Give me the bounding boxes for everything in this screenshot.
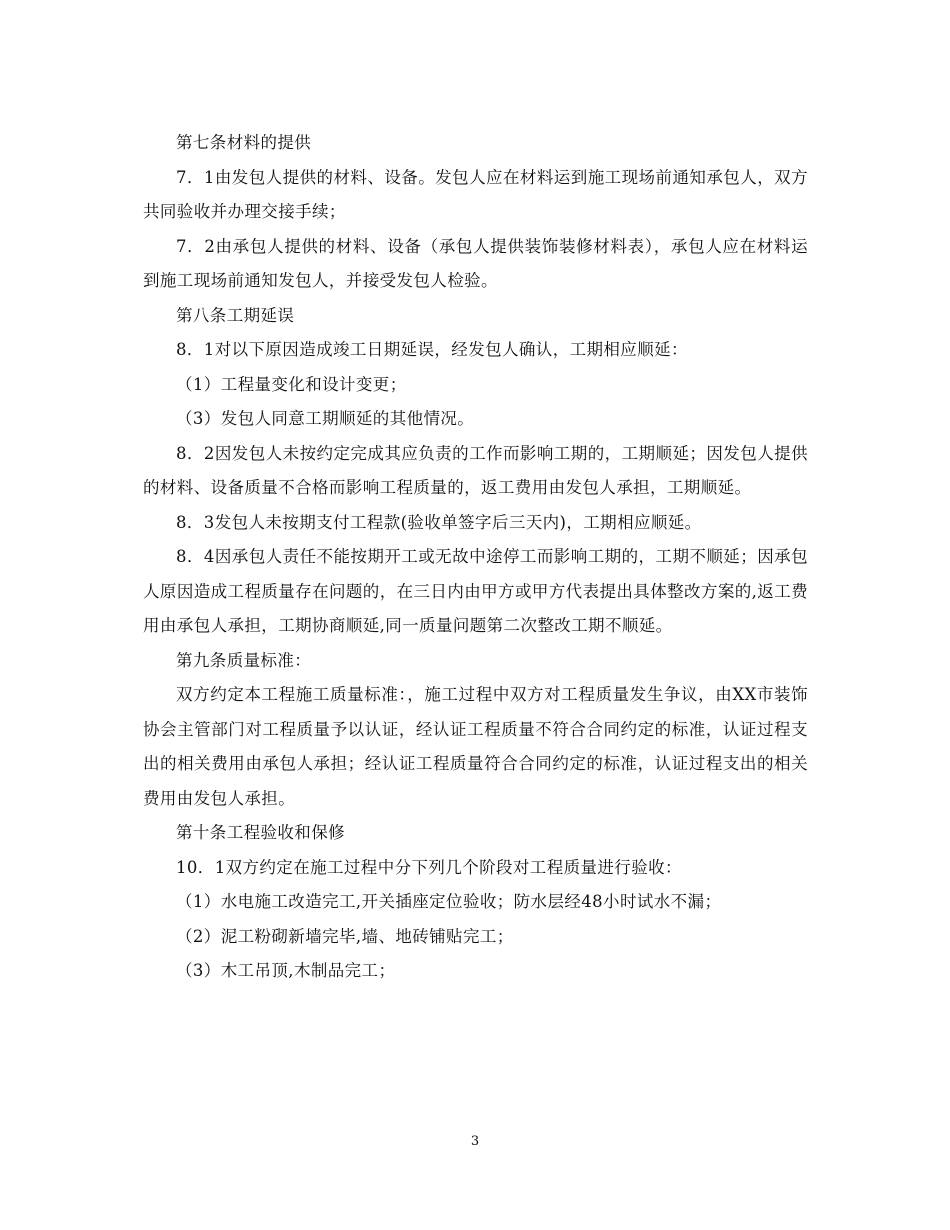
heading-article-8: 第八条工期延误 bbox=[176, 305, 295, 325]
paragraph-10-1: 10．1双方约定在施工过程中分下列几个阶段对工程质量进行验收： bbox=[176, 857, 682, 877]
paragraph-7-2: 7．2由承包人提供的材料、设备（承包人提供装饰装修材料表），承包人应在材料运到施工现场前通知发包人，并接受发包人检验。 bbox=[143, 236, 808, 290]
paragraph-9: 双方约定本工程施工质量标准：，施工过程中双方对工程质量发生争议，由XX市装饰协会主管部门对工程质量予以认证，经认证工程质量不符合合同约定的标准，认证过程支出的相关费用由承包人承担；经认证工程质量符合合同约定的标准，认证过程支出的相关费用由发包人承担。 bbox=[143, 685, 808, 808]
paragraph-8-3: 8．3发包人未按期支付工程款(验收单签字后三天内)，工期相应顺延。 bbox=[176, 512, 702, 532]
paragraph-8-4: 8．4因承包人责任不能按期开工或无故中途停工而影响工期的，工期不顺延；因承包人原因造成工程质量存在问题的，在三日内由甲方或甲方代表提出具体整改方案的,返工费用由承包人承担，工期协商顺延,同一质量问题第二次整改工期不顺延。 bbox=[143, 547, 808, 635]
page-number: 3 bbox=[470, 1134, 480, 1149]
paragraph-8-2: 8．2因发包人未按约定完成其应负责的工作而影响工期的，工期顺延；因发包人提供的材料、设备质量不合格而影响工程质量的，返工费用由发包人承担，工期顺延。 bbox=[143, 443, 808, 497]
list-item-10-1-1: （1）水电施工改造完工,开关插座定位验收；防水层经48小时试水不漏； bbox=[176, 892, 722, 911]
list-item-10-1-3: （3）木工吊顶,木制品完工； bbox=[176, 961, 396, 980]
paragraph-7-1: 7．1由发包人提供的材料、设备。发包人应在材料运到施工现场前通知承包人，双方共同验收并办理交接手续； bbox=[143, 167, 808, 221]
list-item-8-1-1: （1）工程量变化和设计变更； bbox=[176, 374, 407, 394]
heading-article-7: 第七条材料的提供 bbox=[176, 133, 312, 152]
heading-article-10: 第十条工程验收和保修 bbox=[176, 823, 345, 842]
document-body bbox=[143, 126, 808, 989]
list-item-8-1-3: （3）发包人同意工期顺延的其他情况。 bbox=[176, 409, 475, 428]
list-item-10-1-2: （2）泥工粉砌新墙完毕,墙、地砖铺贴完工； bbox=[176, 926, 514, 946]
paragraph-8-1: 8．1对以下原因造成竣工日期延误，经发包人确认，工期相应顺延： bbox=[176, 340, 688, 359]
heading-article-9: 第九条质量标准： bbox=[176, 650, 312, 670]
